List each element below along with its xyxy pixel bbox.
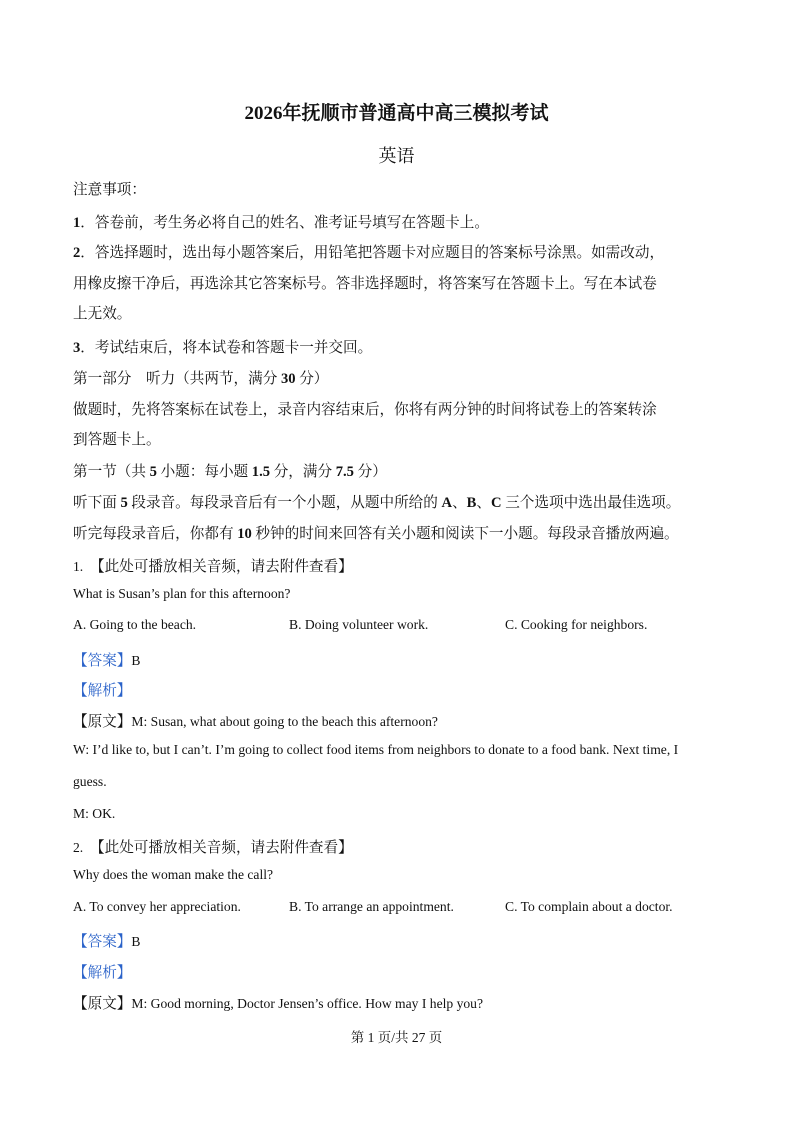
note-text: ．答选择题时，选出每小题答案后，用铅笔把答题卡对应题目的答案标号涂黑。如需改动， <box>80 245 665 261</box>
question-1-stem: What is Susan’s plan for this afternoon? <box>73 586 291 601</box>
part1-intro-line1: 做题时，先将答案标在试卷上，录音内容结束后，你将有两分钟的时间将试卷上的答案转涂 <box>73 402 657 418</box>
page-number: 第 1 页/共 27 页 <box>350 1030 443 1045</box>
exam-subject: 英语 <box>378 146 415 166</box>
question-1-transcript-2: W: I’d like to, but I can’t. I’m going to collect food items from neighbors to donate to a food bank. Next time, I <box>73 742 679 757</box>
audio-link[interactable]: 【此处可播放相关音频，请去附件查看】 <box>90 840 353 856</box>
note-num: 3 <box>73 340 81 356</box>
question-2-analysis-tag: 【解析】 <box>73 965 132 981</box>
question-1-transcript-3: guess. <box>73 774 107 789</box>
question-2-option-b: B. To arrange an appointment. <box>289 899 454 914</box>
question-1-option-a: A. Going to the beach. <box>73 617 197 632</box>
question-1-analysis-tag: 【解析】 <box>73 683 132 699</box>
answer-tag: 【答案】 <box>73 934 132 950</box>
audio-link[interactable]: 【此处可播放相关音频，请去附件查看】 <box>90 559 353 575</box>
note-item-2 <box>73 241 664 262</box>
question-2-stem: Why does the woman make the call? <box>73 867 274 882</box>
part1-heading: 第一部分 听力（共两节，满分 30 分） <box>73 371 329 387</box>
question-1-audio: 1. 【此处可播放相关音频，请去附件查看】 <box>73 559 353 575</box>
section1-heading: 第一节（共 5 小题：每小题 1.5 分，满分 7.5 分） <box>73 464 387 480</box>
answer-tag: 【答案】 <box>73 653 132 669</box>
question-2-transcript-1: 【原文】M: Good morning, Doctor Jensen’s office. How may I help you? <box>73 996 484 1012</box>
question-1-answer <box>73 649 140 670</box>
note-item-1 <box>73 211 489 232</box>
note-text: ．考试结束后，将本试卷和答题卡一并交回。 <box>80 340 373 356</box>
answer-value: B <box>131 934 141 949</box>
note-item-2-cont: 用橡皮擦干净后，再选涂其它答案标号。答非选择题时，将答案写在答题卡上。写在本试卷 <box>73 276 657 292</box>
question-2-audio: 2. 【此处可播放相关音频，请去附件查看】 <box>73 840 353 856</box>
note-num: 1 <box>73 215 81 231</box>
section1-instruction-2: 听完每段录音后，你都有 10 秒钟的时间来回答有关小题和阅读下一小题。每段录音播放两遍。 <box>73 526 679 542</box>
answer-value: B <box>131 653 141 668</box>
note-num: 2 <box>73 245 81 261</box>
question-1-option-b: B. Doing volunteer work. <box>289 617 429 632</box>
note-item-2-cont2: 上无效。 <box>73 306 132 322</box>
note-text: ．答卷前，考生务必将自己的姓名、准考证号填写在答题卡上。 <box>80 215 489 231</box>
question-2-option-a: A. To convey her appreciation. <box>73 899 241 914</box>
transcript-tag: 【原文】 <box>73 714 132 730</box>
notes-heading: 注意事项： <box>73 182 146 198</box>
transcript-tag: 【原文】 <box>73 996 132 1012</box>
exam-title: 2026年抚顺市普通高中高三模拟考试 <box>244 103 549 124</box>
question-1-transcript-4: M: OK. <box>73 806 116 821</box>
question-1-transcript-1: 【原文】M: Susan, what about going to the beach this afternoon? <box>73 714 438 730</box>
question-1-option-c: C. Cooking for neighbors. <box>505 617 648 632</box>
question-2-option-c: C. To complain about a doctor. <box>505 899 673 914</box>
part1-intro-line2: 到答题卡上。 <box>73 432 161 448</box>
question-2-answer <box>73 930 140 951</box>
note-item-3 <box>73 336 372 357</box>
section1-instruction-1: 听下面 5 段录音。每段录音后有一个小题，从题中所给的 A、B、C 三个选项中选出最佳选项。 <box>73 495 681 511</box>
